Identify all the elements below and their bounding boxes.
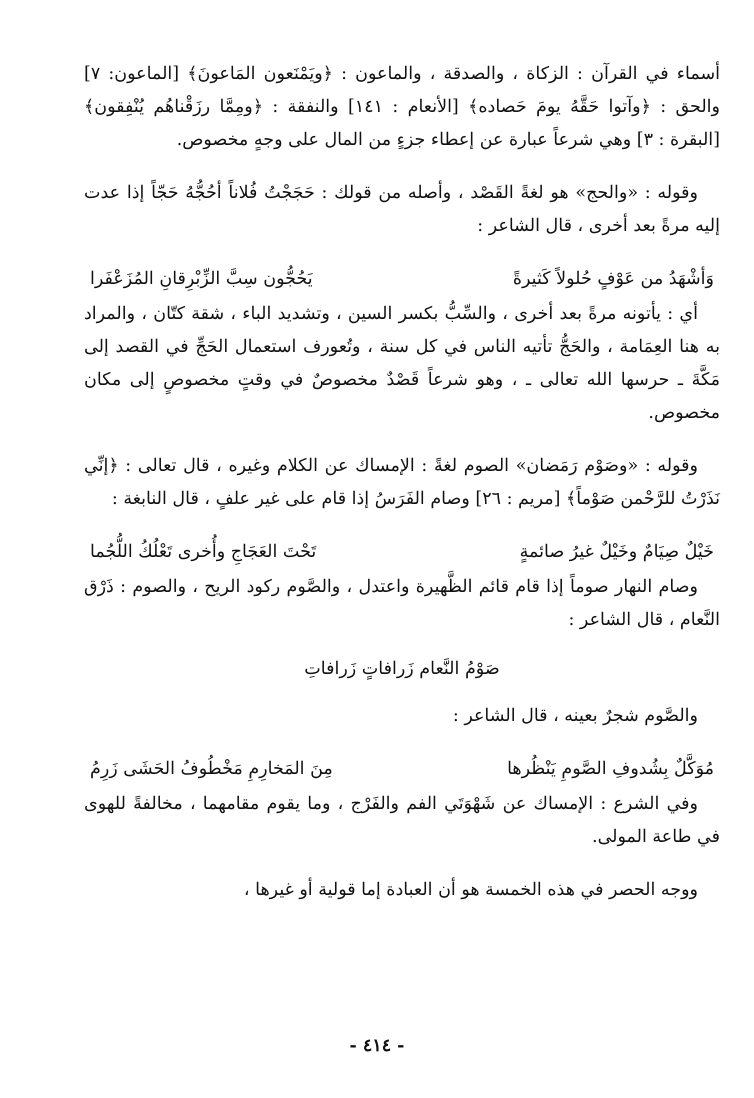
- paragraph-sawm-shar: وفي الشرع : الإمساك عن شَهْوَتَي الفم والفَرْج ، وما يقوم مقامهما ، مخالفةً للهوى في طاعة المولى.: [84, 794, 720, 847]
- poem-verse-hajj: [84, 263, 720, 296]
- paragraph-hajj-definition: وقوله : «والحج» هو لغةً القَصْد ، وأصله من قولك : حَجَجْتُ فُلاناً أحُجُّهُ حَجّاً إذا عدت إليه مرةً بعد أخرى ، قال الشاعر :: [84, 183, 720, 236]
- verse-first-hemistich: مُوَكَّلٌ بِشُدوفِ الصَّومِ يَنْظُرها: [507, 759, 714, 779]
- paragraph-sawm-tree: والصَّوم شجرٌ بعينه ، قال الشاعر :: [452, 706, 698, 726]
- paragraph-sawm-meanings: وصام النهار صوماً إذا قام قائم الظَّهيرة واعتدل ، والصَّوم ركود الريح ، والصوم : ذَرْق النَّعام ، قال الشاعر :: [84, 577, 720, 630]
- poem-verse-nabigha: [84, 536, 720, 569]
- page-number: - ٤١٤ -: [349, 1036, 405, 1056]
- paragraph-hasr: ووجه الحصر في هذه الخمسة هو أن العبادة إما قولية أو غيرها ،: [243, 880, 698, 900]
- poem-verse-tree: [84, 753, 720, 786]
- paragraph-zakat: أسماء في القرآن : الزكاة ، والصدقة ، والماعون : ﴿ويَمْنَعون المَاعونَ﴾ [الماعون: ٧] والحق : ﴿وآتوا حَقَّهُ يومَ حَصاده﴾ [الأنعام : ١٤١] والنفقة : ﴿ومِمَّا رزَقْناهُم يُنْفِقون﴾ [البقرة : ٣] وهي شرعاً عبارة عن إعطاء جزءٍ من المال على وجهٍ مخصوص.: [84, 64, 720, 150]
- verse-second-hemistich: تَحْتَ العَجَاجِ وأُخرى تَعْلُكُ اللُّجُما: [90, 542, 317, 562]
- verse-first-hemistich: خَيْلٌ صِيَامٌ وخَيْلٌ غيرُ صائمةٍ: [519, 542, 714, 562]
- paragraph-hajj-explanation: أي : يأتونه مرةً بعد أخرى ، والسِّبُّ بكسر السين ، وتشديد الباء ، شقة كتّان ، والمراد به هنا العِمَامة ، والحَجُّ تأتيه الناس في كل سنة ، وتُعورف استعمال الحَجِّ في القصد إلى مَكَّةَ ـ حرسها الله تعالى ـ ، وهو شرعاً قَصْدٌ مخصوصٌ في وقتٍ مخصوصٍ إلى مكان مخصوص.: [84, 304, 720, 423]
- poem-half-verse: صَوْمُ النَّعام زَرافاتٍ زَرافاتِ: [304, 659, 500, 679]
- page-content: [84, 58, 720, 927]
- paragraph-sawm-definition: وقوله : «وصَوْم رَمَضان» الصوم لغةً : الإمساك عن الكلام وغيره ، قال تعالى : ﴿إنِّي نَذَرْتُ للرَّحْمن صَوْماً﴾ [مريم : ٢٦] وصام الفَرَسُ إذا قام على غير علفٍ ، قال النابغة :: [84, 456, 720, 509]
- verse-second-hemistich: مِنَ المَخارِمِ مَخْطُوفُ الحَشَى زَرِمُ: [90, 759, 333, 779]
- verse-second-hemistich: يَحُجُّون سِبَّ الزِّبْرِقانِ المُزَعْفَرا: [90, 269, 313, 289]
- verse-first-hemistich: وَأشْهَدُ من عَوْفٍ حُلولاً كَثيرةً: [512, 269, 714, 289]
